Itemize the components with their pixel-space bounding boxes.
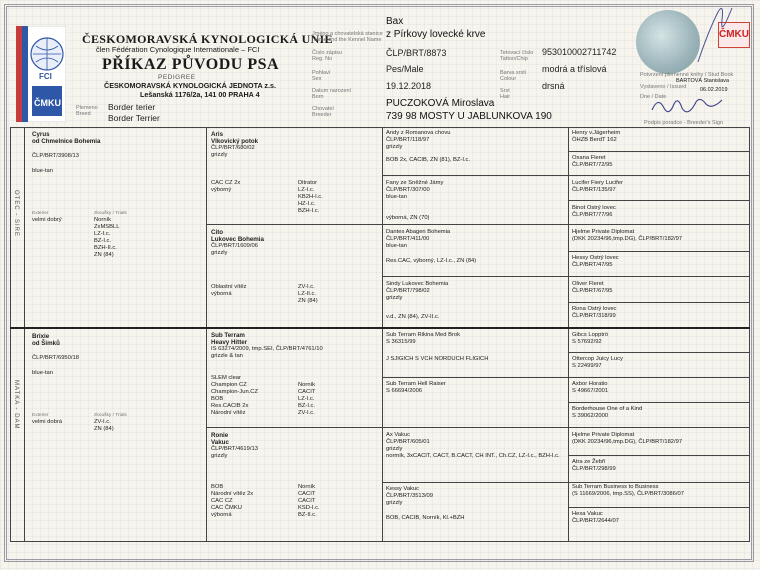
- dam-trials-block: [94, 412, 194, 433]
- gen2-3-l1: Národní vítěz 2x: [211, 491, 254, 497]
- gen4-0-reg: ÖHZB BerdT 162: [572, 137, 617, 143]
- gen3-1-reg: ČLP/BRT/307/00: [386, 187, 430, 193]
- gen4-13-name: Atra ze Žebří: [572, 459, 606, 465]
- gen2-0-r2: KB2H-I.c.: [298, 194, 323, 200]
- gen4-4: [572, 229, 747, 243]
- gen3-7-name: Kessy Vakuc: [386, 486, 420, 492]
- gen2-0-l1: výborný: [211, 187, 232, 193]
- gen2-2-l2: Champion-Jun.CZ: [211, 389, 259, 395]
- gen2-3-r0: Norník: [298, 484, 316, 490]
- gen3-7-reg: ČLP/BRT/3513/09: [386, 493, 433, 499]
- reg-label: Číslo zápisu Reg. No: [312, 50, 342, 62]
- gen4-3-name: Binot Ostrý lovec: [572, 205, 616, 211]
- dam-color: blue-tan: [32, 370, 53, 376]
- gen2-3-name: Ronie: [211, 432, 229, 439]
- gen4-5-name: Hessy Ostrý lovec: [572, 255, 619, 261]
- chip-label: Tetovací číslo Tattoo/Chip: [500, 50, 534, 62]
- gen2-0-name: Aris: [211, 131, 224, 138]
- gen4-12-reg: (DKK 20234/96,tmp.DG), ČLP/BRT/182/97: [572, 439, 683, 445]
- breeder-label: Chovatel Breeder: [312, 106, 334, 118]
- gen4-3-reg: ČLP/BRT/77/96: [572, 212, 613, 218]
- gen2-2-l5: Národní vítěz: [211, 410, 246, 416]
- sire-right-1: ZxMSBLL: [94, 224, 120, 230]
- gen4-3: [572, 205, 747, 219]
- gen3-5: [386, 381, 564, 395]
- sire-trials-block: [94, 210, 194, 259]
- gen4-13: [572, 459, 747, 473]
- gen3-0-name: Andy z Romanova chovu: [386, 130, 451, 136]
- gen3-2-name: Dantes Abagen Bohemia: [386, 229, 451, 235]
- gen4-10: [572, 381, 747, 395]
- gen3-4-extra: J SJIGICH S VCH NORDUCH FLIGICH: [386, 356, 489, 362]
- dog-dob: 19.12.2018: [386, 81, 432, 91]
- gen4-15-reg: ČLP/BRT/2644/07: [572, 518, 619, 524]
- gen4-6-reg: ČLP/BRT/67/95: [572, 288, 613, 294]
- gen3-3-color: grizzly: [386, 295, 403, 301]
- dam-name: Brixie: [32, 333, 50, 340]
- dog-reg: ČLP/BRT/8873: [386, 48, 447, 58]
- grid-s9: [568, 352, 749, 353]
- gen4-8-reg: S 57692/92: [572, 339, 602, 345]
- gen4-6: [572, 281, 747, 295]
- gen4-10-reg: S 49667/2001: [572, 388, 609, 394]
- gen4-9-name: Ottercop Juicy Lucy: [572, 356, 623, 362]
- gen2-3-l2: CAC CZ: [211, 498, 233, 504]
- gen2-3-reg: ČLP/BRT/4619/13: [211, 446, 258, 452]
- gen4-1: [572, 155, 747, 169]
- grid-q1: [206, 224, 749, 225]
- sire-right-label: zkoušky / Trials: [94, 211, 127, 216]
- sire-right-0: Norník: [94, 217, 112, 223]
- gen2-2-l4: Res.CACIB 2x: [211, 403, 249, 409]
- gen4-7: [572, 306, 747, 320]
- gen2-2: [211, 332, 379, 360]
- gen4-8-name: Gibcs Lopptrö: [572, 332, 609, 338]
- gen3-0-extra: BOB 2x, CACIB, ZN (81), BZ-I.c.: [386, 157, 471, 163]
- gen3-0-color: grizzly: [386, 144, 403, 150]
- grid-top: [10, 127, 750, 128]
- dog-hair: drsná: [542, 81, 565, 91]
- studbook-issuer: BARTOVÁ Stanislava: [676, 78, 729, 84]
- stamp-signature: [690, 2, 740, 68]
- gen4-14: [572, 484, 747, 498]
- gen2-3-l0: BOB: [211, 484, 224, 490]
- grid-q3: [206, 427, 749, 428]
- grid-col3: [382, 127, 383, 541]
- gen2-1-r2: ZN (84): [298, 298, 318, 304]
- gen3-6-color: grizzly: [386, 446, 403, 452]
- gen4-9-reg: S 22499/97: [572, 363, 602, 369]
- sire-right-5: ZN (84): [94, 252, 114, 258]
- grid-mid: [10, 327, 750, 329]
- issued-label: Vystaveno / Issued: [640, 84, 687, 90]
- gen2-0-right: [298, 180, 378, 215]
- cmku-mark: ČMKU: [718, 22, 750, 48]
- gen4-9: [572, 356, 747, 370]
- gen4-12: [572, 432, 747, 446]
- gen2-1-kennel: Lukovec Bohemia: [211, 236, 264, 243]
- sire-right-4: BZH-II.c.: [94, 245, 117, 251]
- gen4-11: [572, 406, 747, 420]
- gen2-2-r3: BZ-I.c.: [298, 403, 316, 409]
- gen2-0-r1: LZ-I.c.: [298, 187, 315, 193]
- sire-right-3: BZ-I.c.: [94, 238, 112, 244]
- grid-col2: [206, 127, 207, 541]
- gen3-5-name: Sub Terram Hell Raiser: [386, 381, 446, 387]
- gen2-0-left: [211, 180, 291, 194]
- breed-cz: Border terier: [108, 102, 156, 112]
- dog-color: modrá a tříslová: [542, 64, 607, 74]
- dam-side-label: [12, 380, 20, 432]
- grid-s13: [568, 455, 749, 456]
- dam-reg: ČLP/BRT/6950/18: [32, 355, 79, 361]
- gen4-4-name: Hjelme Private Diplomat: [572, 229, 635, 235]
- club-name: ČESKOMORAVSKÁ KYNOLOGICKÁ JEDNOTA z.s.: [104, 81, 276, 90]
- dam-cell: [32, 333, 202, 377]
- grid-bottom: [10, 541, 750, 542]
- club-address: Lešanská 1176/2a, 141 00 PRAHA 4: [140, 90, 260, 99]
- gen2-3-r1: CACIT: [298, 491, 316, 497]
- page-subtitle: PEDIGREE: [158, 74, 196, 81]
- gen4-14-reg: (S 11669/2006, tmp.SS), ČLP/BRT/3086/07: [572, 491, 684, 497]
- grid-s5: [568, 251, 749, 252]
- breeder-name: PUCZOKOVÁ Miroslava: [386, 98, 495, 109]
- org-name: ČESKOMORAVSKÁ KYNOLOGICKÁ UNIE: [82, 32, 333, 46]
- sire-show-block: [32, 210, 92, 224]
- gen4-10-name: Axbor Horatio: [572, 381, 608, 387]
- sire-kennel: od Chmelnice Bohemia: [32, 138, 101, 145]
- sire-color: blue-tan: [32, 168, 53, 174]
- gen2-2-r2: LZ-I.c.: [298, 396, 315, 402]
- gen4-2: [572, 180, 747, 194]
- gen4-4-reg: (DKK 20234/96,tmp.DG), ČLP/BRT/182/97: [572, 236, 683, 242]
- gen2-1: [211, 229, 379, 257]
- gen2-1-reg: ČLP/BRT/1609/06: [211, 243, 258, 249]
- gen4-11-reg: S 39062/2000: [572, 413, 609, 419]
- gen2-3-color: grizzly: [211, 453, 228, 459]
- gen4-15-name: Hexa Vakuc: [572, 511, 603, 517]
- dam-show-block: [32, 412, 92, 426]
- gen3-3-reg: ČLP/BRT/798/02: [386, 288, 430, 294]
- dam-right-label: zkoušky / Trials: [94, 413, 127, 418]
- gen2-3: [211, 432, 379, 460]
- gen4-5-reg: ČLP/BRT/47/95: [572, 262, 613, 268]
- gen3-7-color: grizzly: [386, 500, 403, 506]
- sire-name: Cyrus: [32, 131, 50, 138]
- grid-e5: [382, 377, 749, 378]
- gen4-6-name: Oliver Fleret: [572, 281, 604, 287]
- gen3-1-extra: výborná, ZN (70): [386, 215, 430, 221]
- gen3-0: [386, 130, 564, 164]
- gen4-5: [572, 255, 747, 269]
- gen3-5-reg: S 66694/2006: [386, 388, 423, 394]
- date-label: Dne / Date: [640, 94, 667, 100]
- gen2-2-l1: Champion CZ: [211, 382, 247, 388]
- gen4-0-name: Henry v.Jägerheim: [572, 130, 621, 136]
- gen3-7: [386, 486, 564, 522]
- dam-left-label: Exterier: [32, 413, 49, 418]
- dam-kennel: od Šimků: [32, 340, 60, 347]
- gen2-2-r0: Norník: [298, 382, 316, 388]
- grid-left: [10, 127, 11, 541]
- svg-text:ČMKU: ČMKU: [34, 98, 61, 108]
- gen3-4: [386, 332, 564, 363]
- svg-text:FCI: FCI: [39, 72, 52, 81]
- gen4-1-reg: ČLP/BRT/72/95: [572, 162, 613, 168]
- hair-label: Srst Hair: [500, 88, 511, 100]
- gen4-14-name: Sub Terram Business to Business: [572, 484, 659, 490]
- gen3-3-extra: v.d., ZN (84), ZV-II.c.: [386, 314, 440, 320]
- dob-label: Datum narození Born: [312, 88, 352, 100]
- gen3-1: [386, 180, 564, 222]
- gen3-4-name: Sub Terram Rikina Med Brok: [386, 332, 460, 338]
- gen3-6-name: Ax Vakuc: [386, 432, 411, 438]
- dog-name-line1: Bax: [386, 16, 404, 27]
- sire-side-text: OTEC - SIRE: [13, 190, 19, 238]
- gen3-6-extra: normík, 3xCACIT, CACT, B.CACT, CH INT., Ch.CZ, LZ-I.c., BZH-I.c.: [386, 453, 560, 459]
- gen2-2-l3: BOB: [211, 396, 224, 402]
- gen2-0-r4: BZH-I.c.: [298, 208, 320, 214]
- gen3-1-name: Fany ze Sněžné Jámy: [386, 180, 444, 186]
- gen3-3-name: Sindy Lukovec Bohemia: [386, 281, 449, 287]
- sire-reg: ČLP/BRT/3908/13: [32, 153, 79, 159]
- dam-right-1: ZN (84): [94, 426, 114, 432]
- grid-side-col: [24, 127, 25, 541]
- gen2-3-right: [298, 484, 378, 519]
- gen2-0: [211, 131, 379, 159]
- gen2-3-kennel: Vakuc: [211, 439, 229, 446]
- gen2-0-r3: HZ-I.c.: [298, 201, 316, 207]
- page-title: PŘÍKAZ PŮVODU PSA: [102, 56, 280, 73]
- gen3-2-extra: Res.CAC, výborný, LZ-I.c., ZN (84): [386, 258, 477, 264]
- gen2-3-r2: CACIT: [298, 498, 316, 504]
- gen2-3-l4: výborná: [211, 512, 232, 518]
- gen3-3: [386, 281, 564, 321]
- gen2-2-left: [211, 375, 291, 417]
- sire-left-label: Exterier: [32, 211, 49, 216]
- gen4-8: [572, 332, 747, 346]
- breed-en: Border Terrier: [108, 113, 160, 123]
- gen2-1-l0: Oblastní vítěz: [211, 284, 247, 290]
- gen2-3-r3: KSD-I.c.: [298, 505, 320, 511]
- sire-cell: [32, 131, 202, 175]
- gen3-7-extra: BOB, CACIB, Norník, Kl.+BZH: [386, 515, 465, 521]
- grid-e7: [382, 482, 749, 483]
- org-membership: člen Fédération Cynologique Internationale – FCI: [96, 45, 260, 54]
- sire-side-label: [12, 190, 20, 239]
- gen3-0-reg: ČLP/BRT/118/97: [386, 137, 430, 143]
- gen2-0-reg: ČLP/BRT/680/02: [211, 145, 255, 151]
- gen2-1-r0: ZV-I.c.: [298, 284, 315, 290]
- gen2-1-r1: LZ-II.c.: [298, 291, 317, 297]
- gen3-1-color: blue-tan: [386, 194, 407, 200]
- gen2-0-r0: Ditrator: [298, 180, 318, 186]
- gen2-2-name: Sub Terram: [211, 332, 245, 339]
- gen2-0-color: grizzly: [211, 152, 228, 158]
- gen4-12-name: Hjelme Private Diplomat: [572, 432, 635, 438]
- gen4-2-name: Lucifer Fiery Lucifer: [572, 180, 623, 186]
- dog-sex: Pes/Male: [386, 64, 424, 74]
- gen2-2-color: grizzle & tan: [211, 353, 243, 359]
- gen3-6: [386, 432, 564, 460]
- gen3-2: [386, 229, 564, 265]
- gen2-3-l3: CAC ČMKU: [211, 505, 242, 511]
- issued-date: 06.02.2019: [700, 87, 728, 93]
- gen2-0-l0: CAC CZ 2x: [211, 180, 241, 186]
- gen3-2-color: blue-tan: [386, 243, 407, 249]
- gen4-1-name: Oxana Fleret: [572, 155, 606, 161]
- gen2-1-left: [211, 284, 291, 298]
- grid-s3: [568, 200, 749, 201]
- gen4-7-name: Rona Ostrý lovec: [572, 306, 617, 312]
- gen4-13-reg: ČLP/BRT/298/99: [572, 466, 616, 472]
- dam-left-0: velmi dobrá: [32, 419, 62, 425]
- grid-s15: [568, 507, 749, 508]
- gen2-2-right: [298, 382, 378, 417]
- grid-e1: [382, 175, 749, 176]
- gen2-3-r4: BZ-II.c.: [298, 512, 317, 518]
- gen4-7-reg: ČLP/BRT/318/99: [572, 313, 616, 319]
- gen2-1-l1: výborná: [211, 291, 232, 297]
- dam-right-0: ZV-I.c.: [94, 419, 111, 425]
- gen4-2-reg: ČLP/BRT/135/97: [572, 187, 616, 193]
- gen2-2-l0: SLEM clear: [211, 375, 241, 381]
- grid-right: [749, 127, 750, 541]
- gen2-0-kennel: Vlkovický potok: [211, 138, 259, 145]
- studbook-label: Potvrzení plemenné knihy / Stud Book: [640, 72, 734, 78]
- grid-s7: [568, 302, 749, 303]
- sex-label: Pohlaví Sex: [312, 70, 331, 82]
- gen4-15: [572, 511, 747, 525]
- color-label: Barva srsti Colour: [500, 70, 526, 82]
- gen2-1-name: Cito: [211, 229, 224, 236]
- gen3-2-reg: ČLP/BRT/411/00: [386, 236, 430, 242]
- gen4-11-name: Borderhouse One of a Kind: [572, 406, 643, 412]
- sire-left-0: velmi dobrý: [32, 217, 62, 223]
- gen2-1-right: [298, 284, 378, 305]
- grid-s1: [568, 151, 749, 152]
- gen2-2-r4: ZV-I.c.: [298, 410, 315, 416]
- gen2-2-r1: CACIT: [298, 389, 316, 395]
- grid-col4: [568, 127, 569, 541]
- gen2-2-kennel: Heavy Hitter: [211, 339, 248, 346]
- sire-right-2: LZ-I.c.: [94, 231, 111, 237]
- grid-e3: [382, 276, 749, 277]
- dog-chip: 953010002711742: [542, 47, 617, 57]
- dog-name-line2: z Pírkovy lovecké krve: [386, 29, 486, 40]
- gen2-3-left: [211, 484, 291, 519]
- gen4-0: [572, 130, 747, 144]
- name-label: Jméno a chovatelská stanice Name and the Kennel Name: [312, 31, 383, 43]
- gen3-6-reg: ČLP/BRT/605/01: [386, 439, 430, 445]
- breeder-sign-label: Podpis poradce - Breeder's Sign: [644, 120, 724, 126]
- gen3-4-reg: S 36315/99: [386, 339, 416, 345]
- breeder-address: 739 98 MOSTY U JABLUNKOVA 190: [386, 111, 552, 122]
- grid-s11: [568, 402, 749, 403]
- breed-label: Plemeno Breed: [76, 105, 98, 117]
- fci-cmku-logo: [16, 26, 66, 122]
- dam-side-text: MATKA - DAM: [13, 380, 19, 430]
- signature: [648, 92, 728, 118]
- gen2-1-color: grizzly: [211, 250, 228, 256]
- gen2-2-reg: IS 63274/2009, tmp.SEI, ČLP/BRT/4761/10: [211, 346, 323, 352]
